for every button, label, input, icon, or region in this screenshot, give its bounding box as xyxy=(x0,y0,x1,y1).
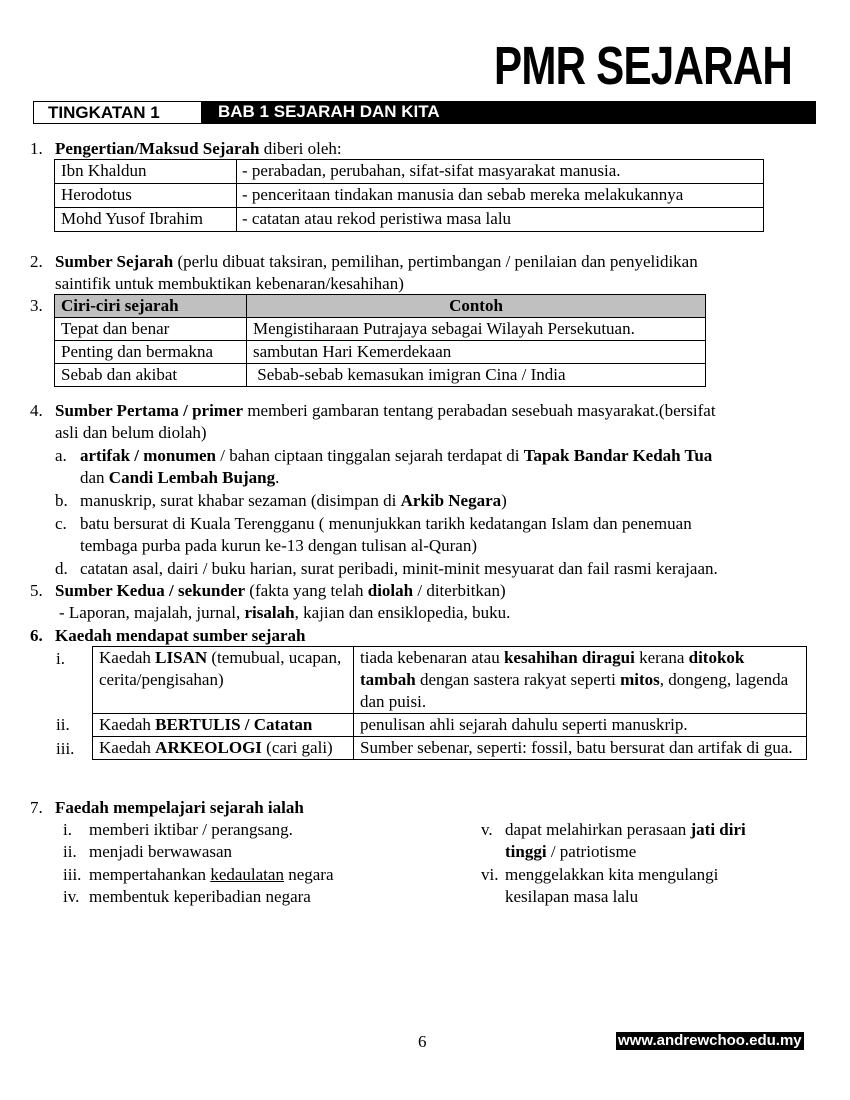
trait: Sebab dan akibat xyxy=(55,364,247,387)
section-heading xyxy=(55,251,698,273)
historian-name: Herodotus xyxy=(55,184,237,208)
benefit-item: memberi iktibar / perangsang. xyxy=(89,820,293,839)
heading-bold: Sumber Sejarah xyxy=(55,252,174,271)
benefit-item xyxy=(505,819,746,841)
item-label: d. xyxy=(55,559,68,578)
example: Mengistiharaan Putrajaya sebagai Wilayah Persekutuan. xyxy=(247,318,706,341)
text: dan xyxy=(80,468,109,487)
example: sambutan Hari Kemerdekaan xyxy=(247,341,706,364)
definition: - catatan atau rekod peristiwa masa lalu xyxy=(237,208,764,232)
example: Sebab-sebab kemasukan imigran Cina / India xyxy=(247,364,706,387)
page-number: 6 xyxy=(418,1032,427,1051)
bold-text: Candi Lembah Bujang xyxy=(108,468,276,487)
section-number: 6. xyxy=(30,626,43,645)
paragraph-line xyxy=(59,602,510,624)
item-label: c. xyxy=(55,514,67,533)
chapter-title: BAB 1 SEJARAH DAN KITA xyxy=(202,101,816,124)
section-number: 4. xyxy=(30,401,43,420)
column-header: Contoh xyxy=(247,295,706,318)
benefit-item-continued: kesilapan masa lalu xyxy=(505,887,639,906)
bold-text: artifak / monumen xyxy=(80,446,216,465)
text: / patriotisme xyxy=(546,842,637,861)
section-heading xyxy=(55,138,342,160)
text: dapat melahirkan perasaan xyxy=(505,820,691,839)
form-level-label: TINGKATAN 1 xyxy=(33,101,202,124)
table-row xyxy=(93,647,807,714)
table-row xyxy=(55,160,764,184)
bold-text: Tapak Bandar Kedah Tua xyxy=(523,446,713,465)
characteristics-table xyxy=(54,294,706,387)
heading-bold: Pengertian/Maksud Sejarah xyxy=(55,139,260,158)
section-heading xyxy=(55,400,716,422)
section-heading: Kaedah mendapat sumber sejarah xyxy=(55,626,306,645)
table-row xyxy=(55,364,706,387)
table-row xyxy=(93,714,807,737)
list-item: batu bersurat di Kuala Terengganu ( menunjukkan tarikh kedatangan Islam dan penemuan xyxy=(80,514,692,533)
text: mempertahankan xyxy=(89,865,211,884)
definition: - perabadan, perubahan, sifat-sifat masyarakat manusia. xyxy=(237,160,764,184)
table-row xyxy=(55,184,764,208)
row-roman-numeral: ii. xyxy=(56,715,70,734)
bold-text: LISAN xyxy=(155,648,208,667)
heading-rest: diberi oleh: xyxy=(259,139,342,158)
method-description xyxy=(354,647,807,714)
benefit-numeral: iii. xyxy=(63,865,82,884)
method xyxy=(93,737,354,760)
benefit-numeral: v. xyxy=(481,820,493,839)
heading-bold: Sumber Pertama / primer xyxy=(55,401,244,420)
item-label: b. xyxy=(55,491,68,510)
bold-text: BERTULIS / Catatan xyxy=(155,715,313,734)
historian-name: Mohd Yusof Ibrahim xyxy=(55,208,237,232)
bold-text: ARKEOLOGI xyxy=(155,738,262,757)
bold-text: Arkib Negara xyxy=(400,491,502,510)
list-item-continued xyxy=(80,467,279,489)
text: (temubual, ucapan, cerita/pengisahan) xyxy=(99,648,342,689)
section-number: 7. xyxy=(30,798,43,817)
section-heading xyxy=(55,580,506,602)
table-row xyxy=(55,208,764,232)
section-number: 2. xyxy=(30,252,43,271)
underlined-text: kedaulatan xyxy=(210,865,284,884)
paragraph-line: saintifik untuk membuktikan kebenaran/kesahihan) xyxy=(55,274,404,293)
text: negara xyxy=(283,865,334,884)
text: / diterbitkan) xyxy=(413,581,506,600)
text: Kaedah xyxy=(99,648,156,667)
text: tiada kebenaran atau xyxy=(360,648,504,667)
bold-text: jati diri xyxy=(690,820,746,839)
text: kerana xyxy=(634,648,689,667)
text: manuskrip, surat khabar sezaman (disimpan di xyxy=(80,491,401,510)
bold-text: diolah xyxy=(367,581,414,600)
section-heading: Faedah mempelajari sejarah ialah xyxy=(55,798,304,817)
text: Kaedah xyxy=(99,738,156,757)
benefit-item: membentuk keperibadian negara xyxy=(89,887,311,906)
heading-rest: (perlu dibuat taksiran, pemilihan, pertimbangan / penilaian dan penyelidikan xyxy=(173,252,698,271)
definitions-table xyxy=(54,159,764,232)
benefit-item xyxy=(89,864,334,886)
historian-name: Ibn Khaldun xyxy=(55,160,237,184)
document-title: PMR SEJARAH xyxy=(494,36,793,96)
table-row xyxy=(93,737,807,760)
method-description: penulisan ahli sejarah dahulu seperti manuskrip. xyxy=(354,714,807,737)
text: . xyxy=(275,468,280,487)
text: - Laporan, majalah, jurnal, xyxy=(59,603,245,622)
text: (fakta yang telah xyxy=(245,581,368,600)
row-roman-numeral: i. xyxy=(56,649,65,668)
table-header-row xyxy=(55,295,706,318)
trait: Tepat dan benar xyxy=(55,318,247,341)
paragraph-line: asli dan belum diolah) xyxy=(55,423,207,442)
item-label: a. xyxy=(55,446,67,465)
column-header: Ciri-ciri sejarah xyxy=(55,295,247,318)
list-item xyxy=(80,490,507,512)
method xyxy=(93,714,354,737)
benefit-numeral: i. xyxy=(63,820,72,839)
bold-text: ditokok tambah xyxy=(360,648,745,689)
text: dengan sastera rakyat seperti xyxy=(415,670,621,689)
trait: Penting dan bermakna xyxy=(55,341,247,364)
website-link[interactable]: www.andrewchoo.edu.my xyxy=(618,1032,802,1049)
benefit-numeral: vi. xyxy=(481,865,499,884)
text: (cari gali) xyxy=(261,738,333,757)
benefit-item-continued xyxy=(505,841,636,863)
benefit-item: menggelakkan kita mengulangi xyxy=(505,865,719,884)
method xyxy=(93,647,354,714)
text: Kaedah xyxy=(99,715,156,734)
heading-rest: memberi gambaran tentang perabadan sesebuah masyarakat.(bersifat xyxy=(243,401,716,420)
benefit-item: menjadi berwawasan xyxy=(89,842,233,861)
text: / bahan ciptaan tinggalan sejarah terdapat di xyxy=(216,446,524,465)
bold-text: mitos xyxy=(620,670,660,689)
list-item: catatan asal, dairi / buku harian, surat peribadi, minit-minit mesyuarat dan fail rasmi kerajaan. xyxy=(80,559,718,578)
text: , dongeng, lagenda dan puisi. xyxy=(360,670,789,711)
row-roman-numeral: iii. xyxy=(56,739,75,758)
definition: - penceritaan tindakan manusia dan sebab mereka melakukannya xyxy=(237,184,764,208)
bold-text: risalah xyxy=(244,603,295,622)
text: , kajian dan ensiklopedia, buku. xyxy=(294,603,511,622)
benefit-numeral: ii. xyxy=(63,842,77,861)
benefit-numeral: iv. xyxy=(63,887,80,906)
table-row xyxy=(55,341,706,364)
bold-text: tinggi xyxy=(505,842,547,861)
bold-text: kesahihan diragui xyxy=(503,648,635,667)
heading-bold: Sumber Kedua / sekunder xyxy=(55,581,246,600)
section-number: 3. xyxy=(30,296,43,315)
methods-table xyxy=(92,646,807,760)
list-item-continued: tembaga purba pada kurun ke-13 dengan tulisan al-Quran) xyxy=(80,536,477,555)
section-number: 1. xyxy=(30,139,43,158)
list-item xyxy=(80,445,712,467)
table-row xyxy=(55,318,706,341)
section-number: 5. xyxy=(30,581,43,600)
header-bar xyxy=(33,101,816,124)
text: ) xyxy=(501,491,507,510)
method-description: Sumber sebenar, seperti: fossil, batu bersurat dan artifak di gua. xyxy=(354,737,807,760)
